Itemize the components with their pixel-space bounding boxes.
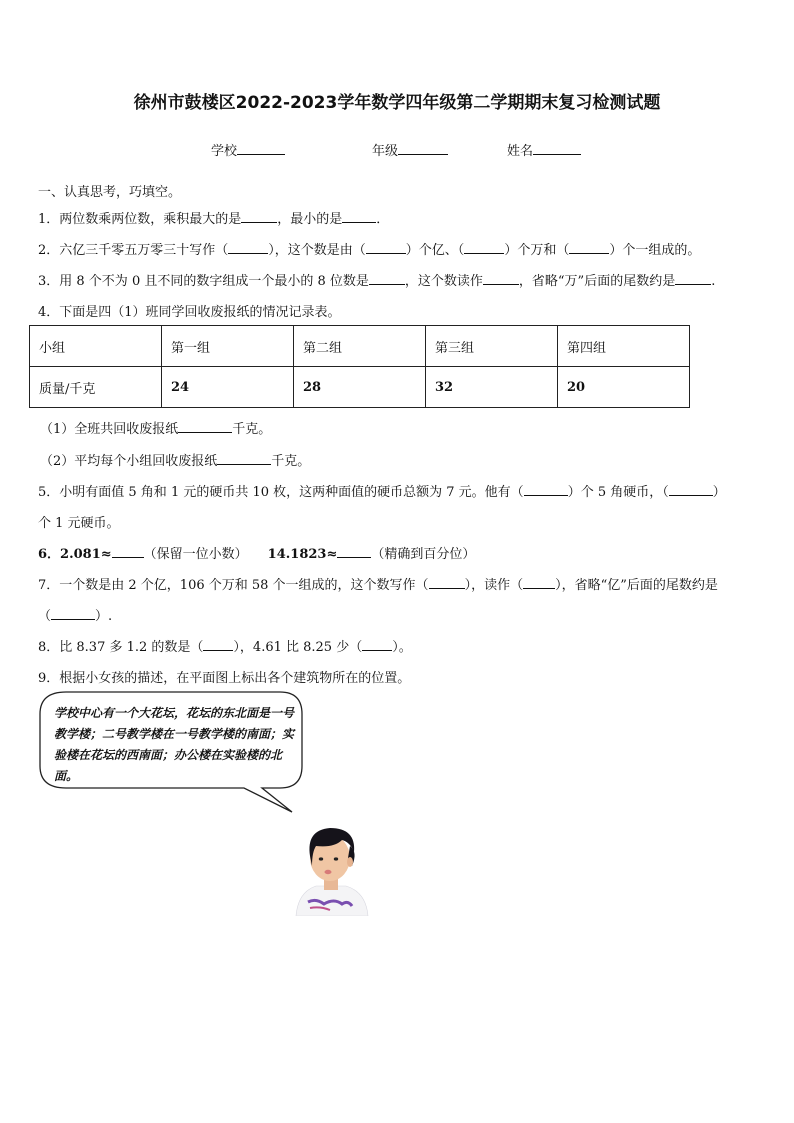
q3-text-d: . <box>711 274 716 289</box>
q3-text-b: ，这个数读作 <box>404 274 483 289</box>
q7-text-b: ），读作（ <box>464 578 524 593</box>
q2-text-c: ）个亿、（ <box>405 243 465 258</box>
section-heading: 一、认真思考，巧填空。 <box>38 185 182 200</box>
q2-text-e: ）个一组成的。 <box>609 243 701 258</box>
q1-text-b: ，最小的是 <box>277 212 343 227</box>
q5-text-b: ）个 5 角硬币，（ <box>567 485 669 500</box>
grade-label: 年级 <box>372 144 399 159</box>
girl-picture <box>290 822 372 916</box>
school-label: 学校 <box>211 144 238 159</box>
page-title: 徐州市鼓楼区2022-2023学年数学四年级第二学期期末复习检测试题 <box>133 93 661 113</box>
table-cell: 20 <box>558 367 690 408</box>
q2-text-d: ）个万和（ <box>504 243 570 258</box>
table-header-cell: 第一组 <box>162 326 294 367</box>
table-cell: 32 <box>426 367 558 408</box>
q1-text-c: ． <box>376 212 390 227</box>
q7-text-a: 7．一个数是由 2 个亿，106 个万和 58 个一组成的，这个数写作（ <box>38 578 429 593</box>
table-row-label: 质量/千克 <box>30 367 162 408</box>
table-header-cell: 第二组 <box>294 326 426 367</box>
question-4: 4．下面是四（1）班同学回收废报纸的情况记录表。 <box>38 305 341 320</box>
speech-bubble-text: 学校中心有一个大花坛，花坛的东北面是一号教学楼；二号教学楼在一号教学楼的南面；实验楼在花坛的西南面；办公楼在实验楼的北面。 <box>54 706 295 783</box>
q4-s2-text-a: （2）平均每个小组回收废报纸 <box>40 454 218 469</box>
q7-text-e: ）. <box>95 609 113 624</box>
table-header-cell: 第三组 <box>426 326 558 367</box>
q4-s1-text-a: （1）全班共回收废报纸 <box>40 422 179 437</box>
table-cell: 24 <box>162 367 294 408</box>
q8-text-b: ），4.61 比 8.25 少（ <box>233 640 363 655</box>
q2-text-b: ），这个数是由（ <box>268 243 366 258</box>
name-label: 姓名 <box>507 144 534 159</box>
q3-text-c: ，省略“万”后面的尾数约是 <box>518 274 676 289</box>
q8-text-a: 8．比 8.37 多 1.2 的数是（ <box>38 640 204 655</box>
question-9: 9．根据小女孩的描述，在平面图上标出各个建筑物所在的位置。 <box>38 671 411 686</box>
table-header-cell: 小组 <box>30 326 162 367</box>
q6-text-a: 6．2.081≈ <box>38 547 112 562</box>
q5-text-c: ） <box>712 485 726 500</box>
question-5-cont: 个 1 元硬币。 <box>38 516 120 531</box>
q4-s2-text-b: 千克。 <box>271 454 311 469</box>
q4-s1-text-b: 千克。 <box>232 422 272 437</box>
q6-text-d: （精确到百分位） <box>371 547 476 562</box>
q7-text-c: ），省略“亿”后面的尾数约是 <box>555 578 718 593</box>
q8-text-c: ）。 <box>392 640 412 655</box>
q1-text-a: 1．两位数乘两位数，乘积最大的是 <box>38 212 242 227</box>
table-header-cell: 第四组 <box>558 326 690 367</box>
q6-text-b: （保留一位小数） <box>143 547 248 562</box>
table-cell: 28 <box>294 367 426 408</box>
q6-text-c: 14.1823≈ <box>267 547 338 562</box>
q5-text-a: 5．小明有面值 5 角和 1 元的硬币共 10 枚，这两种面值的硬币总额为 7 元。他有（ <box>38 485 524 500</box>
q2-text-a: 2．六亿三千零五万零三十写作（ <box>38 243 229 258</box>
q7-text-d: （ <box>38 609 52 624</box>
q3-text-a: 3．用 8 个不为 0 且不同的数字组成一个最小的 8 位数是 <box>38 274 369 289</box>
